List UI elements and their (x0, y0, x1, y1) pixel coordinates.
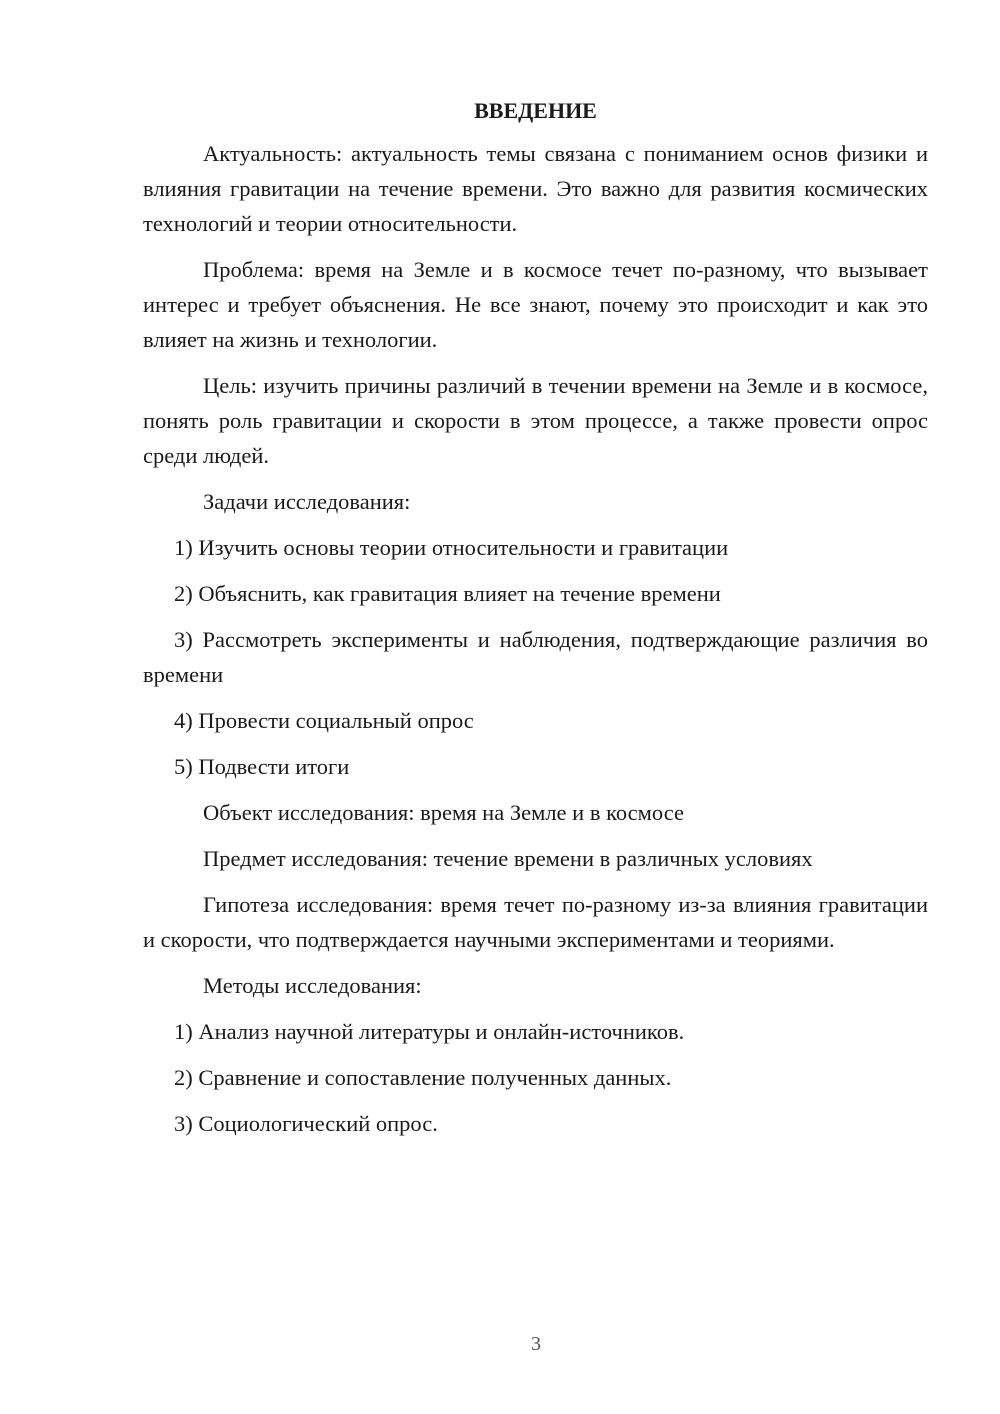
section-heading: ВВЕДЕНИЕ (474, 98, 597, 123)
goal-paragraph: Цель: изучить причины различий в течении времени на Земле и в космосе, понять роль гравитации и скорости в этом процессе, а также провести опрос среди людей. (143, 373, 928, 468)
task-item: 2) Объяснить, как гравитация влияет на течение времени (174, 581, 721, 606)
task-item: 3) Рассмотреть эксперименты и наблюдения, подтверждающие различия во времени (143, 627, 928, 687)
document-body (143, 91, 928, 1152)
method-item: 2) Сравнение и сопоставление полученных данных. (174, 1065, 672, 1090)
subject-paragraph: Предмет исследования: течение времени в различных условиях (203, 846, 813, 871)
task-item: 4) Провести социальный опрос (174, 708, 474, 733)
method-item: 3) Социологический опрос. (174, 1111, 438, 1136)
problem-paragraph: Проблема: время на Земле и в космосе течет по-разному, что вызывает интерес и требует объяснения. Не все знают, почему это происходит и как это влияет на жизнь и технологии. (143, 257, 928, 352)
relevance-paragraph: Актуальность: актуальность темы связана с пониманием основ физики и влияния гравитации на течение времени. Это важно для развития космических технологий и теории относительности. (143, 141, 928, 236)
object-paragraph: Объект исследования: время на Земле и в космосе (203, 800, 684, 825)
methods-heading: Методы исследования: (203, 973, 422, 998)
task-item: 5) Подвести итоги (174, 754, 350, 779)
page-number: 3 (531, 1333, 541, 1355)
method-item: 1) Анализ научной литературы и онлайн-источников. (174, 1019, 685, 1044)
hypothesis-paragraph: Гипотеза исследования: время течет по-разному из-за влияния гравитации и скорости, что подтверждается научными экспериментами и теориями. (143, 892, 928, 952)
task-item: 1) Изучить основы теории относительности и гравитации (174, 535, 729, 560)
tasks-heading: Задачи исследования: (203, 489, 411, 514)
